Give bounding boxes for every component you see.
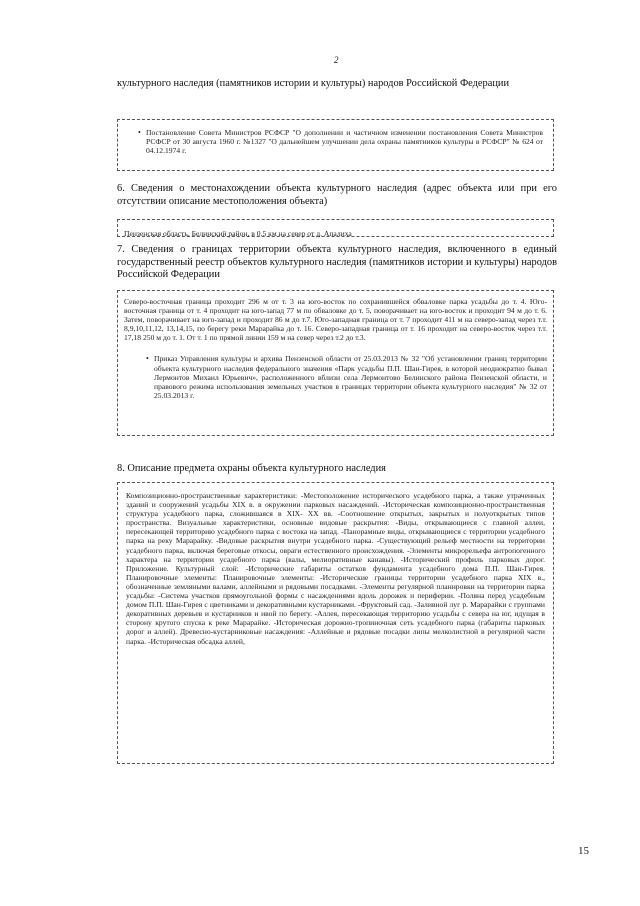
boundaries-order-text: Приказ Управления культуры и архива Пензенской области от 25.03.2013 № 32 "Об установлении границ территории объекта культурного наследия федерального значения «Парк усадьбы П.П. Шан-Гирея, в которой неоднократно бывал Лермонтов Михаил Юрьевич», расположенного вблизи села Лермонтово Белинского района Пензенской области, и правового режима использования земельных участков в границах территории объекта культурного наследия" № 32 от 25.03.2013 г.: [154, 354, 547, 400]
box-legal-basis: [117, 119, 554, 171]
location-text: Пензенская область, Белинский район, в 0.5 км на север от д. Апалиха: [124, 229, 352, 238]
section-7-heading: 7. Сведения о границах территории объекта культурного наследия, включенного в единый государственный реестр объектов культурного наследия (памятников истории и культуры) народов Российской Федерации: [117, 244, 557, 280]
bullet-icon: •: [146, 354, 149, 364]
box-protection-subject: [117, 482, 554, 764]
section-8-heading: 8. Описание предмета охраны объекта культурного наследия: [117, 463, 386, 474]
section-6-heading: 6. Сведения о местонахождении объекта культурного наследия (адрес объекта или при его отсутствии описание местоположения объекта): [117, 183, 557, 207]
page-number-top: 2: [334, 55, 339, 65]
protection-subject-text: Композиционно-пространственные характеристики: -Местоположение исторического усадебного парка, а также утраченных зданий и сооружений усадьбы XIX в. в окружении парковых насаждений. -Историческая композиционно-пространственная структура усадебного парка, сложившаяся в XIX- XX вв. -Соотношение открытых, закрытых и полуоткрытых типов пространства. Визуальные характеристики, основные видовые раскрытия: -Виды, открывающиеся с главной аллеи, пересекающей территорию усадебного парка с востока на запад. -Панорамные виды, открывающиеся с территории усадебного парка на реку Марарайку. -Видовые раскрытия внутри усадебного парка. -Существующий рельеф местности на территории усадебного парка, включая береговые откосы, овраги естественного происхождения. -Элементы микрорельефа антропогенного характера на территории усадебного парка (валы, мелиоративные канавы). -Исторический профиль парковых дорог. Приложение. Культурный слой: -Исторические габариты остатков фундамента усадебного дома П.П. Шан-Гирея. Планировочные элементы: Планировочные элементы: -Исторические границы территории усадебного парка XIX в., обозначенные земляными валами, аллейными и рядовыми посадками. -Элементы регулярной планировки на территории парка усадьбы: -Система участков прямоугольной формы с насаждениями вдоль дорожек и периферии. -Поляна перед усадебным домом П.П. Шан-Гирея с цветниками и декоративными кустарниками. -Фруктовый сад. -Заливной луг р. Марарайки с группами декоративных деревьев и кустарников и ивой по берегу. -Аллея, пересекающая территорию усадьбы с севера на юг, идущая в сторону крутого спуска к реке Марарайке. -Историческая дорожно-тропиночная сеть усадебного парка (габариты парковых дорог и аллей). Древесно-кустарниковые насаждения: -Аллейные и рядовые посадки липы мелколистной в регулярной части парка. -Историческая обсадка аллей,: [126, 491, 545, 646]
bullet-item: [138, 128, 543, 155]
page-number-footer: 15: [578, 845, 589, 857]
heading-continuation: культурного наследия (памятников истории и культуры) народов Российской Федерации: [117, 78, 510, 89]
legal-basis-text: Постановление Совета Министров РСФСР "О дополнении и частичном изменении постановления Совета Министров РСФСР от 30 августа 1960 г. №1327 "О дальнейшем улучшении дела охраны памятников культуры в РСФСР" № 624 от 04.12.1974 г.: [146, 128, 543, 156]
boundaries-text: Северо-восточная граница проходит 296 м от т. 3 на юго-восток по сохранившейся обваловке парка усадьбы до т. 4. Юго-восточная граница от т. 4 проходит на юго-запад 77 м по обваловке до т. 5, поворачивает на юго-восток и проходит 94 м до т. 6. Затем, поворачивает на юго-запад и проходит 86 м до т.7. Юго-западная граница от т. 7 проходит 411 м на северо-запад через т.т. 8,9,10,11,12, 13,14,15, по берегу реки Марарайка до т. 16. Северо-западная граница от т. 16 проходит на северо-восток через т.т. 17,18 250 м до т. 1. От т. 1 по прямой линии 159 м на север через т.2 до т.3.: [124, 297, 547, 343]
box-location: [117, 219, 554, 237]
box-boundaries: [117, 290, 554, 436]
bullet-icon: •: [138, 128, 141, 137]
bullet-item: [124, 354, 547, 399]
